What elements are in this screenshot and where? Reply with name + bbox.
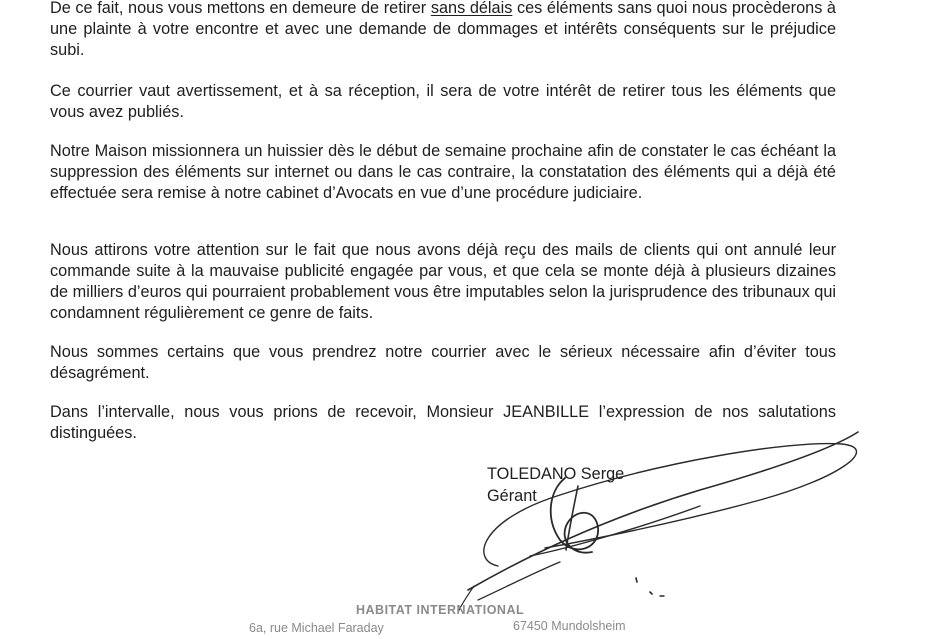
footer-city: 67450 Mundolsheim xyxy=(513,619,626,633)
signature-stroke-oval xyxy=(484,444,857,566)
signatory-title: Gérant xyxy=(487,487,537,505)
paragraph-closing: Dans l’intervalle, nous vous prions de recevoir, Monsieur JEANBILLE l’expression de nos salutations distinguées. xyxy=(50,403,836,442)
footer-company-name: HABITAT INTERNATIONAL xyxy=(356,603,525,617)
p1-text-start: De ce fait, nous vous mettons en demeure de retirer xyxy=(50,0,431,17)
signature-stroke-curl xyxy=(551,478,598,553)
paragraph-damages: Nous attirons votre attention sur le fait que nous avons déjà reçu des mails de clients qui ont annulé leur commande suite à la mauvaise publicité engagée par vous, et que cela se monte déjà à plusieurs dizaines de milliers d’euros qui pourraient probablement vous être imputables selon la jurisprudence des tribunaux qui condamnent régulièrement ce genre de faits. xyxy=(50,241,836,322)
footer-street-address: 6a, rue Michael Faraday xyxy=(249,621,384,635)
signature-stroke-lower xyxy=(478,562,560,600)
signatory-name: TOLEDANO Serge xyxy=(487,465,625,483)
paragraph-bailiff: Notre Maison missionnera un huissier dès le début de semaine prochaine afin de constater le cas échéant la suppression des éléments sur internet ou dans le cas contraire, la constatation des éléments qui a déjà été effectuée sera remise à notre cabinet d’Avocats en vue d’une procédure judiciaire. xyxy=(50,142,836,202)
signature-stroke-cross xyxy=(530,506,700,556)
p1-text-end: ces éléments sans quoi nous procèderons à une plainte à votre encontre et avec une demande de dommages et intérêts conséquents sur le préjudice subi. xyxy=(50,0,836,59)
signature-stroke-vertical xyxy=(566,486,578,550)
signature-dot-1 xyxy=(636,578,637,582)
signature-dot-2 xyxy=(650,592,652,594)
signature-stroke-sweep xyxy=(468,432,858,590)
paragraph-seriousness: Nous sommes certains que vous prendrez notre courrier avec le sérieux nécessaire afin d’éviter tous désagrément. xyxy=(50,343,836,382)
underlined-phrase: sans délais xyxy=(430,0,513,17)
paragraph-formal-notice xyxy=(50,0,836,61)
paragraph-warning: Ce courrier vaut avertissement, et à sa réception, il sera de votre intérêt de retirer tous les éléments que vous avez publiés. xyxy=(50,82,836,121)
